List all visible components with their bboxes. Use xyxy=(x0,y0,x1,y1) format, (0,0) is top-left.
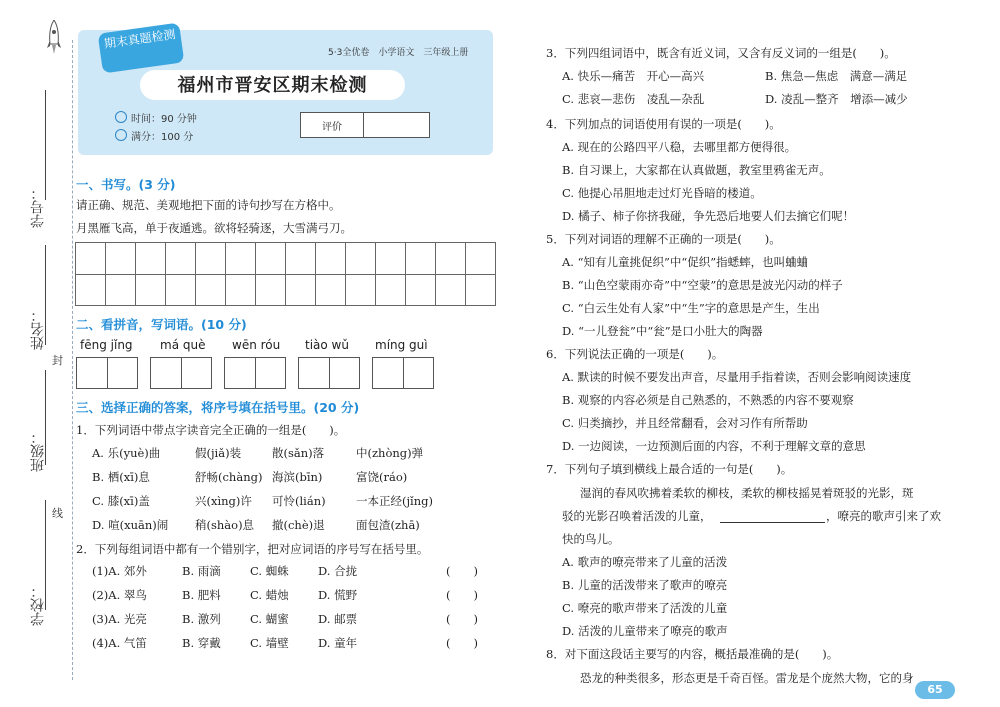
q1-option: C. 膝(xī)盖 xyxy=(92,494,150,508)
q4-option-c: C. 他提心吊胆地走过灯光昏暗的楼道。 xyxy=(562,186,762,200)
q2-option: B. 肥料 xyxy=(182,588,221,602)
q6-option-a: A. 默读的时候不要发出声音，尽量用手指着读，否则会影响阅读速度 xyxy=(562,370,912,384)
q1-option: 散(sǎn)落 xyxy=(272,446,325,460)
answer-box-3[interactable] xyxy=(224,357,286,389)
q1-option: B. 栖(xī)息 xyxy=(92,470,150,484)
writing-grid[interactable] xyxy=(75,242,496,306)
student-no-line xyxy=(45,90,46,200)
q7-option-c: C. 嘹亮的歌声带来了活泼的儿童 xyxy=(562,601,728,615)
line-mark: 线 xyxy=(52,507,63,520)
series-label: 5·3全优卷 小学语文 三年级上册 xyxy=(328,48,469,58)
q3-option-a: A. 快乐—痛苦 开心—高兴 xyxy=(562,69,705,83)
name-label: 姓名： xyxy=(30,308,46,350)
school-label: 学校： xyxy=(30,584,46,626)
q4-option-b: B. 自习课上，大家都在认真做题，教室里鸦雀无声。 xyxy=(562,163,831,177)
exam-badge: 期末真题检测 xyxy=(98,22,185,73)
q7-blank[interactable] xyxy=(720,522,825,523)
q7-option-a: A. 歌声的嘹亮带来了儿童的活泼 xyxy=(562,555,728,569)
q3-option-c: C. 悲哀—悲伤 凌乱—杂乱 xyxy=(562,92,705,106)
pinyin-5: míng guì xyxy=(375,338,428,352)
q6-option-c: C. 归类摘抄，并且经常翻看，会对习作有所帮助 xyxy=(562,416,808,430)
q2-stem: 2．下列每组词语中都有一个错别字，把对应词语的序号写在括号里。 xyxy=(76,542,429,556)
q1-option: 一本正经(jǐng) xyxy=(356,494,433,508)
q3-stem: 3．下列四组词语中，既含有近义词，又含有反义词的一组是( )。 xyxy=(546,46,896,60)
seal-mark: 封 xyxy=(52,354,63,367)
student-no-label: 学号： xyxy=(30,186,46,228)
q2-option: B. 雨滴 xyxy=(182,564,221,578)
section3-heading: 三、选择正确的答案，将序号填在括号里。(20 分) xyxy=(76,400,360,415)
q2-option: B. 激列 xyxy=(182,612,221,626)
q1-option: 撤(chè)退 xyxy=(272,518,325,532)
q7-passage-line1: 湿润的春风吹拂着柔软的柳枝，柔软的柳枝摇晃着斑驳的光影，斑 xyxy=(580,486,914,500)
page-title: 福州市晋安区期末检测 xyxy=(177,75,368,96)
q2-answer-paren[interactable]: ( ) xyxy=(446,588,478,602)
q2-option: C. 蝴蜜 xyxy=(250,612,289,626)
evaluation-box xyxy=(300,112,430,138)
score-info: 满分：100 分 xyxy=(115,128,193,143)
q2-option: D. 慌野 xyxy=(318,588,358,602)
rocket-icon xyxy=(47,20,61,56)
q7-option-b: B. 儿童的活泼带来了歌声的嘹亮 xyxy=(562,578,728,592)
q1-option: 假(jiǎ)装 xyxy=(195,446,242,460)
q2-answer-paren[interactable]: ( ) xyxy=(446,564,478,578)
q2-option: (2)A. 翠鸟 xyxy=(92,588,147,602)
answer-box-5[interactable] xyxy=(372,357,434,389)
section1-instruction: 请正确、规范、美观地把下面的诗句抄写在方格中。 xyxy=(76,198,341,212)
q2-option: D. 童年 xyxy=(318,636,358,650)
q4-option-a: A. 现在的公路四平八稳，去哪里都方便得很。 xyxy=(562,140,797,154)
q7-passage-line3: 快的鸟儿。 xyxy=(562,532,620,546)
q2-option: C. 蜡烛 xyxy=(250,588,289,602)
class-label: 班级： xyxy=(30,430,46,472)
answer-box-4[interactable] xyxy=(298,357,360,389)
q5-option-d: D. “一儿登瓮”中“瓮”是口小肚大的陶器 xyxy=(562,324,763,338)
pinyin-1: fēng jǐng xyxy=(80,338,133,352)
q2-option: D. 合拢 xyxy=(318,564,358,578)
q1-stem: 1．下列词语中带点字读音完全正确的一组是( )。 xyxy=(76,423,346,437)
pinyin-3: wēn róu xyxy=(232,338,281,352)
q1-option: 海滨(bīn) xyxy=(272,470,323,484)
q2-option: (3)A. 光亮 xyxy=(92,612,147,626)
q1-option: 中(zhòng)弹 xyxy=(356,446,424,460)
q7-passage-line2b: ，嘹亮的歌声引来了欢 xyxy=(826,509,941,523)
q1-option: 面包渣(zhā) xyxy=(356,518,420,532)
q2-answer-paren[interactable]: ( ) xyxy=(446,612,478,626)
q7-stem: 7．下列句子填到横线上最合适的一句是( )。 xyxy=(546,462,793,476)
q1-option: 稍(shào)息 xyxy=(195,518,255,532)
q1-option: D. 喧(xuān)闹 xyxy=(92,518,169,532)
q1-option: 舒畅(chàng) xyxy=(195,470,263,484)
q8-passage: 恐龙的种类很多，形态更是千奇百怪。雷龙是个庞然大物，它的身 xyxy=(580,671,914,685)
q4-option-d: D. 橘子、柿子你挤我碰，争先恐后地要人们去摘它们呢！ xyxy=(562,209,855,223)
answer-box-1[interactable] xyxy=(76,357,138,389)
q2-option: D. 邮票 xyxy=(318,612,358,626)
q3-option-b: B. 焦急—焦虑 满意—满足 xyxy=(765,69,908,83)
pinyin-4: tiào wǔ xyxy=(305,338,349,352)
poem-text: 月黑雁飞高，单于夜遁逃。欲将轻骑逐，大雪满弓刀。 xyxy=(76,221,352,235)
q6-option-d: D. 一边阅读，一边预测后面的内容，不利于理解文章的意思 xyxy=(562,439,866,453)
q2-option: B. 穿戴 xyxy=(182,636,221,650)
q6-stem: 6．下列说法正确的一项是( )。 xyxy=(546,347,724,361)
q7-passage-line2: 驳的光影召唤着活泼的儿童， xyxy=(562,509,712,523)
section1-heading: 一、书写。(3 分) xyxy=(76,177,176,192)
check-icon xyxy=(115,129,127,141)
q1-option: A. 乐(yuè)曲 xyxy=(92,446,161,460)
q5-option-b: B. “山色空蒙雨亦奇”中“空蒙”的意思是波光闪动的样子 xyxy=(562,278,843,292)
evaluation-label: 评价 xyxy=(301,113,364,137)
clock-icon xyxy=(115,111,127,123)
q6-option-b: B. 观察的内容必须是自己熟悉的，不熟悉的内容不要观察 xyxy=(562,393,854,407)
page-number: 65 xyxy=(915,681,955,699)
q1-option: 兴(xìng)许 xyxy=(195,494,252,508)
q2-option: (4)A. 气笛 xyxy=(92,636,147,650)
q5-stem: 5．下列对词语的理解不正确的一项是( )。 xyxy=(546,232,781,246)
q5-option-c: C. “白云生处有人家”中“生”字的意思是产生，生出 xyxy=(562,301,820,315)
q1-option: 可怜(lián) xyxy=(272,494,326,508)
evaluation-field[interactable] xyxy=(364,113,429,137)
section2-heading: 二、看拼音，写词语。(10 分) xyxy=(76,317,247,332)
q5-option-a: A. “知有儿童挑促织”中“促织”指蟋蟀，也叫蛐蛐 xyxy=(562,255,809,269)
q7-option-d: D. 活泼的儿童带来了嘹亮的歌声 xyxy=(562,624,728,638)
q8-stem: 8．对下面这段话主要写的内容，概括最准确的是( )。 xyxy=(546,647,839,661)
q2-option: C. 墙壁 xyxy=(250,636,289,650)
q4-stem: 4．下列加点的词语使用有误的一项是( )。 xyxy=(546,117,781,131)
q3-option-d: D. 凌乱—整齐 增添—减少 xyxy=(765,92,908,106)
q1-option: 富饶(ráo) xyxy=(356,470,408,484)
pinyin-2: má què xyxy=(160,338,206,352)
q2-answer-paren[interactable]: ( ) xyxy=(446,636,478,650)
binding-dash-line xyxy=(72,40,73,680)
q2-option: C. 蜘蛛 xyxy=(250,564,289,578)
time-info: 时间：90 分钟 xyxy=(115,110,197,125)
q2-option: (1)A. 郊外 xyxy=(92,564,147,578)
answer-box-2[interactable] xyxy=(150,357,212,389)
